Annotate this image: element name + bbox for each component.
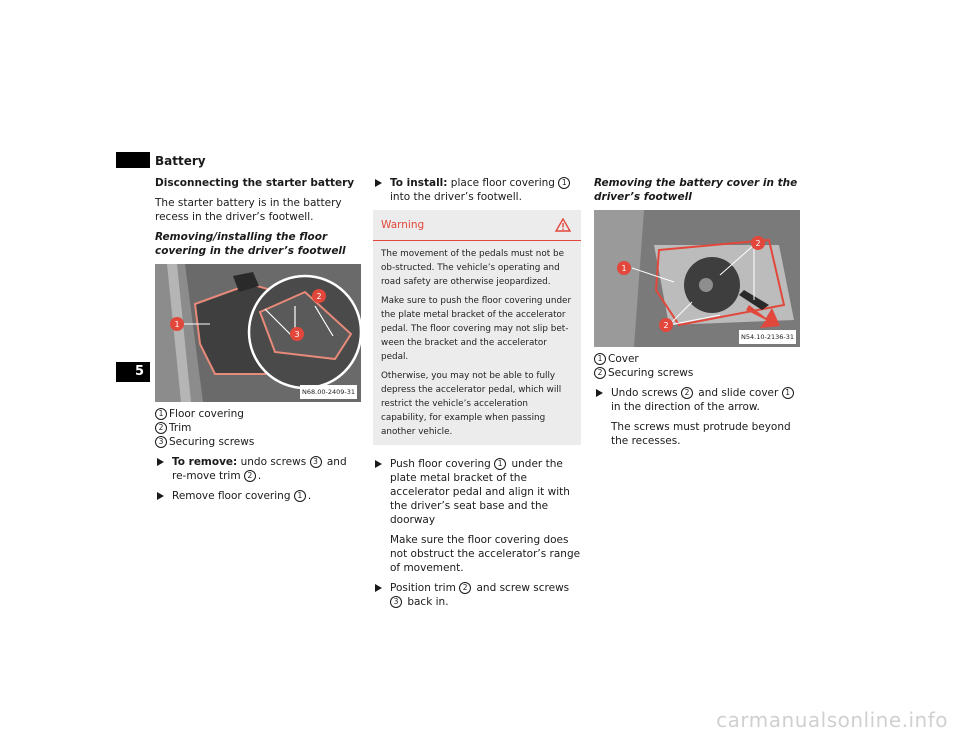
bullet-arrow-icon bbox=[375, 460, 382, 468]
legend-item: 2 Trim bbox=[155, 421, 361, 435]
step-push-floor: Push floor covering 1 under the plate metal bracket of the accelerator pedal and align it with the driver’s seat base and the doorway bbox=[373, 457, 581, 527]
svg-text:2: 2 bbox=[663, 321, 669, 330]
svg-text:2: 2 bbox=[316, 292, 322, 301]
warning-box bbox=[373, 210, 581, 445]
bullet-arrow-icon bbox=[596, 389, 603, 397]
legend-floor-covering bbox=[155, 407, 361, 449]
warning-paragraph: Make sure to push the floor covering under the plate metal bracket of the accelerator pedal. The floor covering may not slip bet-ween the bracket and the accelerator pedal. bbox=[381, 296, 572, 362]
warning-paragraph: The movement of the pedals must not be ob-structed. The vehicle’s operating and road safety are otherwise jeopardized. bbox=[381, 249, 565, 287]
note-floor-covering: Make sure the floor covering does not obstruct the accelerator’s range of movement. bbox=[390, 534, 581, 574]
heading-disconnecting: Disconnecting the starter battery bbox=[155, 177, 355, 189]
svg-text:1: 1 bbox=[174, 320, 180, 329]
intro-text: The starter battery is in the battery recess in the driver’s footwell. bbox=[155, 197, 342, 223]
bullet-arrow-icon bbox=[157, 458, 164, 466]
bullet-arrow-icon bbox=[157, 492, 164, 500]
figure-battery-cover bbox=[594, 210, 800, 347]
step-position-trim: Position trim 2 and screw screws 3 back in. bbox=[373, 581, 581, 609]
header-tab-bar bbox=[116, 152, 150, 168]
svg-text:3: 3 bbox=[294, 330, 300, 339]
figure-floor-covering bbox=[155, 264, 361, 402]
figure-code: N54.10-2136-31 bbox=[739, 330, 796, 344]
chapter-tab: 5 bbox=[116, 362, 150, 382]
step-to-remove: To remove: undo screws 3 and re-move trim 2 . bbox=[155, 455, 361, 483]
column-1 bbox=[155, 176, 361, 509]
note-screws: The screws must protrude beyond the recesses. bbox=[611, 421, 791, 447]
floor-covering-illustration bbox=[155, 264, 361, 402]
step-undo-screws: Undo screws 2 and slide cover 1 in the direction of the arrow. bbox=[594, 386, 800, 414]
legend-item: 1 Floor covering bbox=[155, 407, 361, 421]
watermark: carmanualsonline.info bbox=[716, 708, 948, 732]
column-2 bbox=[373, 176, 581, 615]
warning-title: Warning bbox=[381, 219, 425, 231]
legend-item: 1 Cover bbox=[594, 352, 800, 366]
column-3 bbox=[594, 176, 800, 454]
svg-text:2: 2 bbox=[755, 239, 761, 248]
step-to-install: To install: place floor covering 1 into the driver’s footwell. bbox=[373, 176, 581, 204]
warning-body bbox=[373, 241, 581, 445]
warning-triangle-icon bbox=[555, 218, 571, 232]
section-title: Battery bbox=[155, 154, 206, 168]
legend-item: 2 Securing screws bbox=[594, 366, 800, 380]
battery-cover-illustration bbox=[594, 210, 800, 347]
warning-header bbox=[373, 210, 581, 241]
legend-battery-cover bbox=[594, 352, 800, 380]
legend-item: 3 Securing screws bbox=[155, 435, 361, 449]
svg-text:1: 1 bbox=[621, 264, 627, 273]
warning-paragraph: Otherwise, you may not be able to fully depress the accelerator pedal, which will restrict the vehicle’s acceleration capability, for example when passing another vehicle. bbox=[381, 371, 562, 437]
subheading-battery-cover: Removing the battery cover in the driver’s footwell bbox=[594, 177, 798, 203]
bullet-arrow-icon bbox=[375, 584, 382, 592]
step-remove-floor: Remove floor covering 1 . bbox=[155, 489, 361, 503]
figure-code: N68.00-2409-31 bbox=[300, 385, 357, 399]
subheading-floor-covering: Removing/installing the floor covering in the driver’s footwell bbox=[155, 231, 346, 257]
bullet-arrow-icon bbox=[375, 179, 382, 187]
